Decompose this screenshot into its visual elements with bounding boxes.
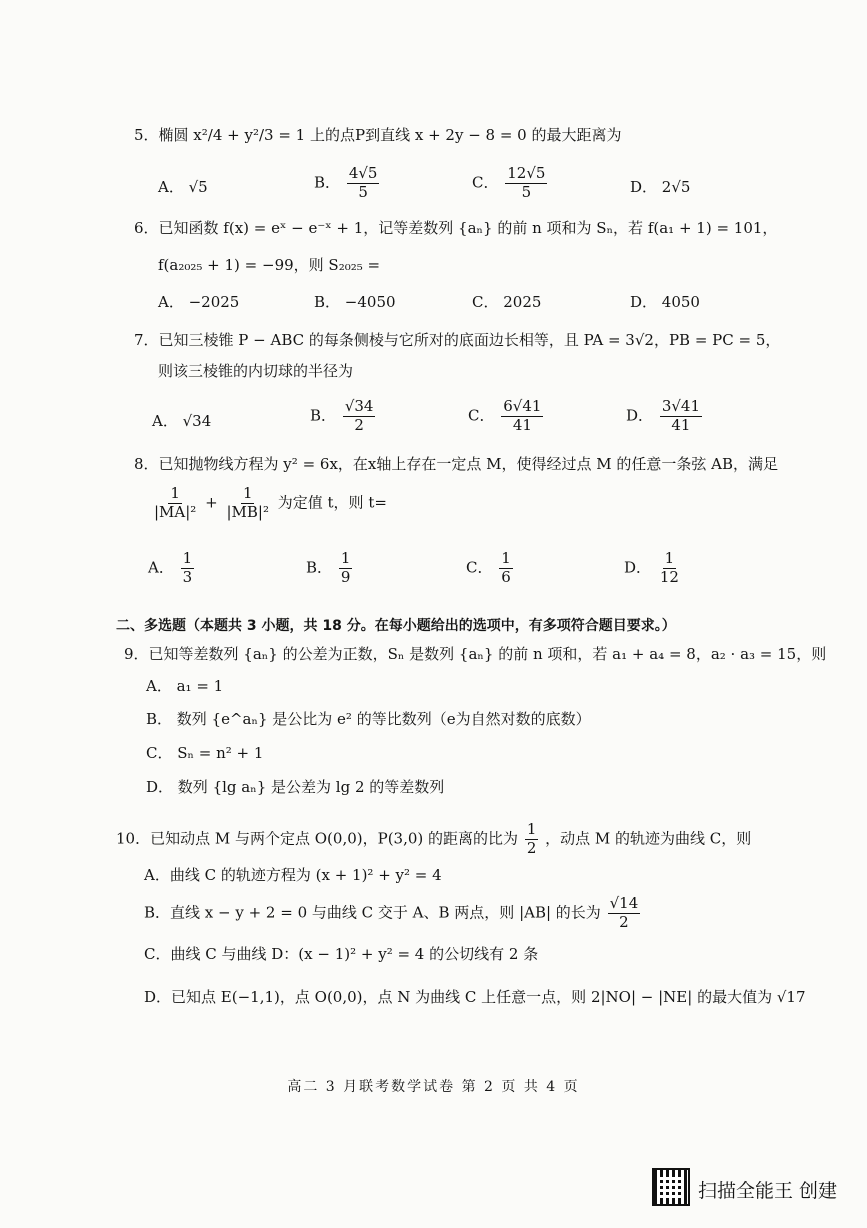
q9-option-c: C． Sₙ = n² + 1 <box>146 744 264 762</box>
q10-option-d: D．已知点 E(−1,1)，点 O(0,0)，点 N 为曲线 C 上任意一点，则 2|NO| − |NE| 的最大值为 √17 <box>144 988 806 1006</box>
q7-option-c: C． $\frac{6√41}{41}$ <box>468 397 542 434</box>
q8-option-a: A． $\frac{1}{3}$ <box>148 549 193 586</box>
section-multi-choice-heading: 二、多选题（本题共 3 小题，共 18 分。在每小题给出的选项中，有多项符合题目要求。） <box>116 618 676 634</box>
q5-option-b: B． $\frac{4√5}{5}$ <box>314 164 378 201</box>
q10-option-c: C．曲线 C 与曲线 D：(x − 1)² + y² = 4 的公切线有 2 条 <box>144 945 539 963</box>
q10-option-a: A．曲线 C 的轨迹方程为 (x + 1)² + y² = 4 <box>144 866 442 884</box>
question-5: 5．椭圆 x²/4 + y²/3 = 1 上的点P到直线 x + 2y − 8 = 0 的最大距离为 <box>134 126 622 144</box>
q5-option-a: A． √5 <box>158 178 208 196</box>
q8-option-d: D． $\frac{1}{12}$ <box>624 549 679 586</box>
question-9-line1: 9．已知等差数列 {aₙ} 的公差为正数，Sₙ 是数列 {aₙ} 的前 n 项和，若 a₁ + a₄ = 8，a₂ · a₃ = 15，则 <box>124 645 827 663</box>
q7-option-a: A． √34 <box>152 412 212 430</box>
question-8-line2: $\frac{1}{\text{|MA|²}}$ + $\frac{1}{\text{|MB|²}}$ 为定值 t，则 t= <box>154 484 387 521</box>
page-footer: 高二 3 月联考数学试卷 第 2 页 共 4 页 <box>287 1079 580 1095</box>
question-6-line2: f(a₂₀₂₅ + 1) = −99，则 S₂₀₂₅ = <box>158 256 381 274</box>
q5-option-d: D． 2√5 <box>630 178 691 196</box>
q5-option-c: C． $\frac{12√5}{5}$ <box>472 164 546 201</box>
question-7-line1: 7．已知三棱锥 P − ABC 的每条侧棱与它所对的底面边长相等，且 PA = 3√2，PB = PC = 5， <box>134 331 781 349</box>
q6-option-c: C． 2025 <box>472 293 542 311</box>
scanner-watermark: 扫描全能王 创建 <box>698 1180 838 1202</box>
question-6-line1: 6．已知函数 f(x) = eˣ − e⁻ˣ + 1，记等差数列 {aₙ} 的前 n 项和为 Sₙ，若 f(a₁ + 1) = 101， <box>134 219 778 237</box>
q8-option-c: C． $\frac{1}{6}$ <box>466 549 511 586</box>
question-10-line1: 10．已知动点 M 与两个定点 O(0,0)，P(3,0) 的距离的比为 $\frac{1}{2}$ ，动点 M 的轨迹为曲线 C，则 <box>116 820 752 857</box>
q9-option-a: A． a₁ = 1 <box>146 677 224 695</box>
q10-option-b: B．直线 x − y + 2 = 0 与曲线 C 交于 A、B 两点，则 |AB| 的长为 $\frac{√14}{2}$ <box>144 894 639 931</box>
q6-option-a: A． −2025 <box>158 293 240 311</box>
question-7-line2: 则该三棱锥的内切球的半径为 <box>158 362 354 380</box>
q7-option-b: B． $\frac{√34}{2}$ <box>310 397 374 434</box>
q8-option-b: B． $\frac{1}{9}$ <box>306 549 351 586</box>
q9-option-b: B． 数列 {e^aₙ} 是公比为 e² 的等比数列（e为自然对数的底数） <box>146 710 591 728</box>
q6-option-d: D． 4050 <box>630 293 700 311</box>
q7-option-d: D． $\frac{3√41}{41}$ <box>626 397 701 434</box>
q9-option-d: D． 数列 {lg aₙ} 是公差为 lg 2 的等差数列 <box>146 778 445 796</box>
qr-code-icon <box>652 1168 690 1206</box>
question-8-line1: 8．已知抛物线方程为 y² = 6x，在x轴上存在一定点 M，使得经过点 M 的任意一条弦 AB，满足 <box>134 455 779 473</box>
q6-option-b: B． −4050 <box>314 293 396 311</box>
